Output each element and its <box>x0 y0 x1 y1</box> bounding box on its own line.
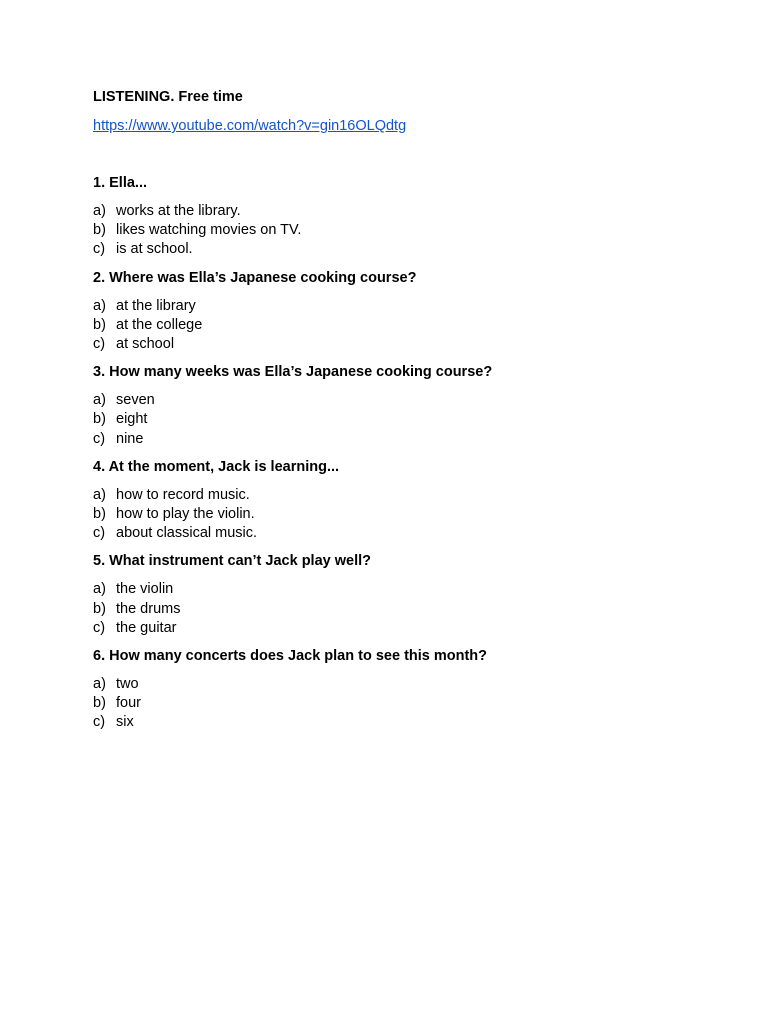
option-text: is at school. <box>116 241 193 258</box>
option-text: at school <box>116 336 175 353</box>
option-item <box>93 580 713 599</box>
option-item <box>93 335 713 354</box>
option-text: the violin <box>116 581 174 598</box>
option-text: how to play the violin. <box>116 506 255 523</box>
document-title: LISTENING. Free time <box>93 89 243 105</box>
option-list <box>93 391 713 449</box>
question-text: 3. How many weeks was Ella’s Japanese cooking course? <box>93 364 493 381</box>
option-list <box>93 675 713 733</box>
option-text: nine <box>116 430 144 447</box>
option-text: two <box>116 676 139 693</box>
option-text: likes watching movies on TV. <box>116 222 302 239</box>
option-letter: a) <box>93 581 106 598</box>
option-letter: c) <box>93 430 106 447</box>
option-letter: c) <box>93 714 106 731</box>
option-item <box>93 202 713 221</box>
option-text: eight <box>116 411 148 428</box>
option-text: the guitar <box>116 619 177 636</box>
option-letter: b) <box>93 316 106 333</box>
option-letter: b) <box>93 600 106 617</box>
option-letter: c) <box>93 241 106 258</box>
option-text: four <box>116 695 141 712</box>
document-page <box>93 88 713 733</box>
option-item <box>93 316 713 335</box>
option-list <box>93 486 713 544</box>
question-text: 4. At the moment, Jack is learning... <box>93 458 340 475</box>
option-item <box>93 524 713 543</box>
option-item <box>93 675 713 694</box>
option-letter: b) <box>93 411 106 428</box>
question-text: 1. Ella... <box>93 175 147 191</box>
option-letter: b) <box>93 222 106 239</box>
question-6 <box>93 647 713 733</box>
option-item <box>93 297 713 316</box>
option-text: the drums <box>116 600 181 617</box>
option-letter: c) <box>93 525 106 542</box>
option-letter: a) <box>93 486 106 503</box>
option-item <box>93 391 713 410</box>
question-text: 6. How many concerts does Jack plan to see this month? <box>93 648 488 665</box>
option-item <box>93 410 713 429</box>
option-text: works at the library. <box>116 203 241 219</box>
question-3 <box>93 363 713 449</box>
option-list <box>93 297 713 355</box>
option-list <box>93 580 713 638</box>
option-item <box>93 505 713 524</box>
option-letter: b) <box>93 506 106 523</box>
option-item <box>93 240 713 259</box>
question-text: 5. What instrument can’t Jack play well? <box>93 553 371 570</box>
option-item <box>93 430 713 449</box>
option-letter: c) <box>93 619 106 636</box>
question-text: 2. Where was Ella’s Japanese cooking course? <box>93 269 417 286</box>
youtube-link[interactable]: https://www.youtube.com/watch?v=gin16OLQdtg <box>93 118 407 134</box>
option-item <box>93 221 713 240</box>
option-text: at the college <box>116 316 203 333</box>
option-letter: a) <box>93 297 106 314</box>
option-text: how to record music. <box>116 486 250 503</box>
option-list <box>93 202 713 260</box>
option-item <box>93 486 713 505</box>
option-letter: c) <box>93 336 106 353</box>
question-1 <box>93 174 713 260</box>
option-text: about classical music. <box>116 525 258 542</box>
option-item <box>93 694 713 713</box>
option-text: seven <box>116 392 155 409</box>
question-5 <box>93 552 713 638</box>
option-item <box>93 619 713 638</box>
option-item <box>93 600 713 619</box>
option-letter: a) <box>93 676 106 693</box>
option-text: six <box>116 714 134 731</box>
option-letter: a) <box>93 392 106 409</box>
question-2 <box>93 269 713 355</box>
option-text: at the library <box>116 297 196 314</box>
question-4 <box>93 458 713 544</box>
option-item <box>93 713 713 732</box>
option-letter: a) <box>93 203 106 219</box>
option-letter: b) <box>93 695 106 712</box>
